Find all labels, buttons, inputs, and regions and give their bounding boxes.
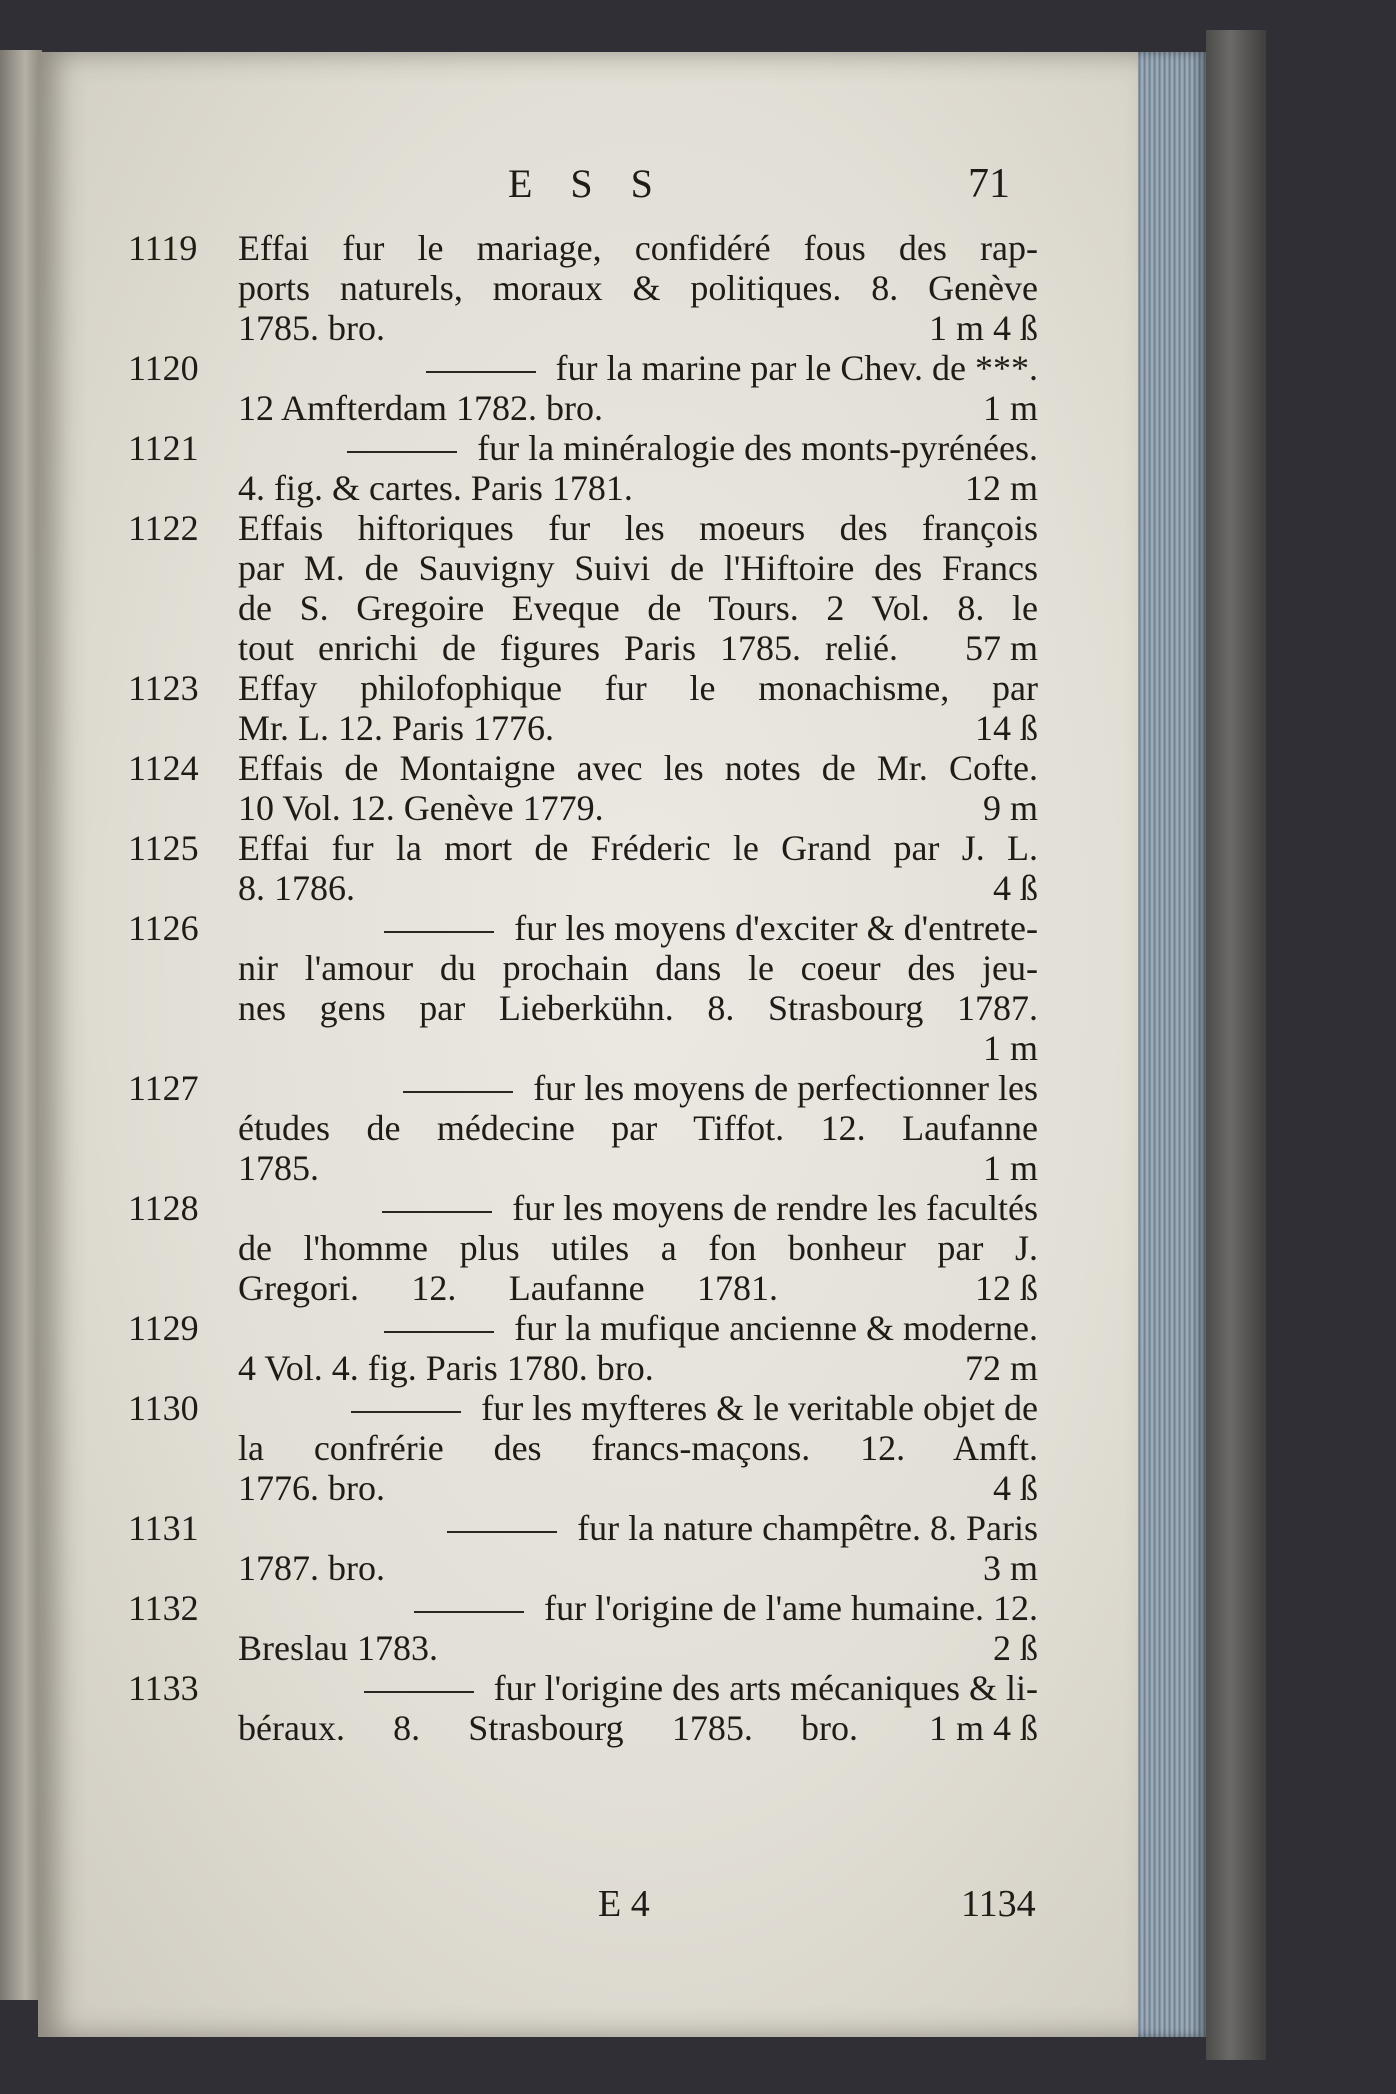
entry-price: 14 ß	[975, 708, 1038, 748]
ditto-dash	[414, 1611, 524, 1613]
entry-price: 1 m	[982, 1028, 1038, 1068]
page-text	[38, 52, 1138, 2037]
ditto-dash	[364, 1691, 474, 1693]
entry-number: 1129	[128, 1308, 199, 1348]
entry-line: études de médecine par Tiffot. 12. Laufanne	[238, 1108, 1038, 1148]
entry-line: fur les moyens de rendre les facultés	[238, 1187, 1038, 1229]
entry-line: de l'homme plus utiles a fon bonheur par J.	[238, 1228, 1038, 1268]
entry-line: fur l'origine des arts mécaniques & li-	[238, 1667, 1038, 1709]
entry-number: 1132	[128, 1588, 199, 1628]
entry-line: fur les myfteres & le veritable objet de	[238, 1387, 1038, 1429]
entry-line: tout enrichi de figures Paris 1785. relié.	[238, 628, 898, 668]
entry-line: 10 Vol. 12. Genève 1779.	[238, 788, 604, 828]
entry-number: 1125	[128, 828, 199, 868]
entry-line: Effai fur la mort de Fréderic le Grand par J. L.	[238, 828, 1038, 868]
book-page	[38, 52, 1138, 2037]
entry-number: 1133	[128, 1668, 199, 1708]
entry-price: 4 ß	[993, 868, 1038, 908]
page-number: 71	[968, 161, 1010, 207]
ditto-dash	[382, 1211, 492, 1213]
entry-line: 8. 1786.	[238, 868, 355, 908]
entry-price: 57 m	[964, 628, 1038, 668]
entry-number: 1130	[128, 1388, 199, 1428]
ditto-dash	[384, 1331, 494, 1333]
entry-number: 1122	[128, 508, 199, 548]
ditto-dash	[447, 1531, 557, 1533]
entry-line: de S. Gregoire Eveque de Tours. 2 Vol. 8. le	[238, 588, 1038, 628]
entry-line: Effais hiftoriques fur les moeurs des françois	[238, 508, 1038, 548]
entry-price: 1 m 4 ß	[928, 308, 1038, 348]
entry-number: 1127	[128, 1068, 199, 1108]
entry-price: 12 m	[964, 468, 1038, 508]
entry-line: nir l'amour du prochain dans le coeur des jeu-	[238, 948, 1038, 988]
signature-mark: E 4	[598, 1883, 650, 1925]
entry-line: fur la nature champêtre. 8. Paris	[238, 1507, 1038, 1549]
ditto-dash	[403, 1091, 513, 1093]
entry-line: fur la mufique ancienne & moderne.	[238, 1307, 1038, 1349]
entry-line: Mr. L. 12. Paris 1776.	[238, 708, 555, 748]
entry-line: fur la minéralogie des monts-pyrénées.	[238, 427, 1038, 469]
left-page-edge	[0, 50, 42, 2000]
entry-line: 1785. bro.	[238, 308, 385, 348]
entry-line: Effay philofophique fur le monachisme, par	[238, 668, 1038, 708]
entry-line: 4 Vol. 4. fig. Paris 1780. bro.	[238, 1348, 654, 1388]
ditto-dash	[351, 1411, 461, 1413]
entry-line: fur la marine par le Chev. de ***.	[238, 347, 1038, 389]
page-block-edge	[1134, 52, 1206, 2037]
entry-line: 1785.	[238, 1148, 319, 1188]
ditto-dash	[384, 931, 494, 933]
entry-price: 12 ß	[975, 1268, 1038, 1308]
entry-line: Gregori. 12. Laufanne 1781.	[238, 1268, 778, 1308]
entry-line: fur les moyens d'exciter & d'entrete-	[238, 907, 1038, 949]
entry-line: fur les moyens de perfectionner les	[238, 1067, 1038, 1109]
entry-price: 1 m 4 ß	[928, 1708, 1038, 1748]
entry-price: 3 m	[982, 1548, 1038, 1588]
running-header: E S S	[508, 161, 667, 206]
entry-line: 1776. bro.	[238, 1468, 385, 1508]
entry-number: 1120	[128, 348, 199, 388]
entry-line: béraux. 8. Strasbourg 1785. bro.	[238, 1708, 858, 1748]
ditto-dash	[426, 371, 536, 373]
entry-line: fur l'origine de l'ame humaine. 12.	[238, 1587, 1038, 1629]
entry-line: 12 Amfterdam 1782. bro.	[238, 388, 603, 428]
entry-line: 4. fig. & cartes. Paris 1781.	[238, 468, 633, 508]
entry-number: 1126	[128, 908, 199, 948]
entry-number: 1121	[128, 428, 199, 468]
entry-number: 1124	[128, 748, 199, 788]
entry-price: 2 ß	[993, 1628, 1038, 1668]
entry-line: par M. de Sauvigny Suivi de l'Hiftoire des Francs	[238, 548, 1038, 588]
entry-line: Effais de Montaigne avec les notes de Mr. Cofte.	[238, 748, 1038, 788]
entry-price: 1 m	[982, 1148, 1038, 1188]
entry-number: 1119	[128, 228, 198, 268]
entry-line: Effai fur le mariage, confidéré fous des rap-	[238, 228, 1038, 268]
entry-line: Breslau 1783.	[238, 1628, 438, 1668]
entry-price: 1 m	[982, 388, 1038, 428]
catchword: 1134	[961, 1883, 1036, 1925]
entry-line: la confrérie des francs-maçons. 12. Amft.	[238, 1428, 1038, 1468]
entry-line: nes gens par Lieberkühn. 8. Strasbourg 1787.	[238, 988, 1038, 1028]
entry-line: ports naturels, moraux & politiques. 8. Genève	[238, 268, 1038, 308]
entry-price: 72 m	[964, 1348, 1038, 1388]
entry-number: 1131	[128, 1508, 199, 1548]
entry-number: 1123	[128, 668, 199, 708]
entry-number: 1128	[128, 1188, 199, 1228]
ditto-dash	[347, 451, 457, 453]
entry-price: 4 ß	[993, 1468, 1038, 1508]
book-cover	[1206, 30, 1266, 2060]
entry-price: 9 m	[982, 788, 1038, 828]
entry-line: 1787. bro.	[238, 1548, 385, 1588]
